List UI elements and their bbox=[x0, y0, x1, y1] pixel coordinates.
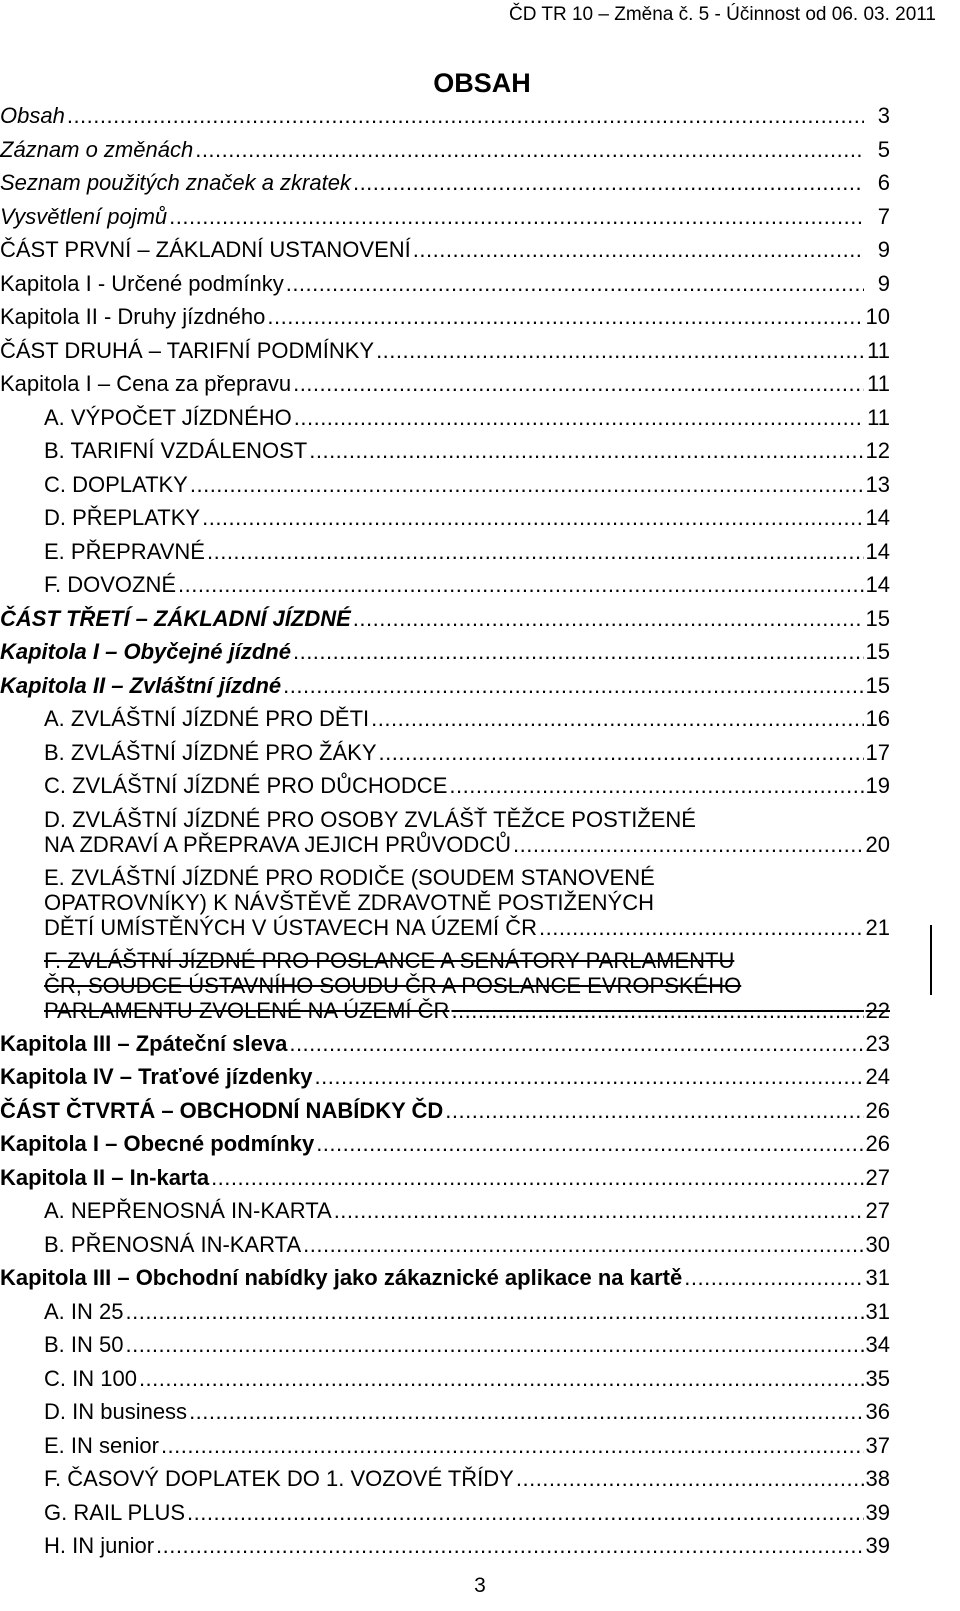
toc-page-number: 20 bbox=[865, 831, 890, 857]
toc-entry[interactable] bbox=[0, 1060, 890, 1094]
toc-entry-text: Seznam použitých značek a zkratek bbox=[0, 170, 351, 195]
toc-entry-text: Kapitola I – Cena za přepravu bbox=[0, 371, 292, 396]
dot-leader bbox=[449, 769, 863, 803]
dot-leader bbox=[371, 702, 863, 736]
toc-entry-text: A. IN 25 bbox=[44, 1298, 124, 1324]
toc-entry[interactable] bbox=[0, 334, 890, 368]
toc-entry[interactable] bbox=[0, 1295, 890, 1329]
toc-entry[interactable] bbox=[0, 1127, 890, 1161]
toc-entry-text: E. PŘEPRAVNÉ bbox=[44, 538, 205, 564]
toc-page-number: 26 bbox=[865, 1131, 890, 1156]
toc-entry-text: C. IN 100 bbox=[44, 1365, 137, 1391]
dot-leader bbox=[315, 1060, 864, 1094]
toc-page-number: 35 bbox=[865, 1365, 890, 1391]
toc-entry-text: A. VÝPOČET JÍZDNÉHO bbox=[44, 404, 292, 430]
toc-page-number: 12 bbox=[865, 438, 890, 463]
dot-leader bbox=[293, 367, 864, 401]
toc-page-number: 31 bbox=[865, 1298, 890, 1324]
revision-change-bar bbox=[930, 925, 932, 995]
toc-page-number: 11 bbox=[867, 404, 890, 430]
toc-entry-text: F. DOVOZNÉ bbox=[44, 572, 177, 597]
dot-leader bbox=[125, 1295, 863, 1329]
toc-entry[interactable] bbox=[0, 1429, 890, 1463]
toc-entry-text: A. ZVLÁŠTNÍ JÍZDNÉ PRO DĚTI bbox=[44, 706, 370, 731]
toc-entry-text: B. TARIFNÍ VZDÁLENOST bbox=[44, 438, 308, 463]
toc-entry-text: B. PŘENOSNÁ IN-KARTA bbox=[44, 1231, 302, 1257]
toc-page-number: 10 bbox=[865, 304, 890, 329]
toc-entry-text: G. RAIL PLUS bbox=[44, 1499, 186, 1525]
toc-entry-text: B. IN 50 bbox=[44, 1332, 124, 1357]
toc-entry[interactable] bbox=[0, 267, 890, 301]
toc-page-number: 19 bbox=[865, 773, 890, 798]
toc-entry[interactable] bbox=[0, 861, 890, 944]
document-header: ČD TR 10 – Změna č. 5 - Účinnost od 06. 03. 2011 bbox=[508, 4, 936, 25]
toc-entry[interactable] bbox=[0, 434, 890, 468]
toc-entry-text: D. IN business bbox=[44, 1399, 188, 1424]
dot-leader bbox=[413, 233, 864, 267]
toc-entry-text: Kapitola III – Zpáteční sleva bbox=[0, 1030, 288, 1056]
dot-leader bbox=[379, 736, 864, 770]
toc-entry-text: Kapitola II – In-karta bbox=[0, 1164, 210, 1190]
toc-entry-text: F. ZVLÁŠTNÍ JÍZDNÉ PRO POSLANCE A SENÁTORY PARLAMENTU bbox=[44, 947, 735, 973]
dot-leader bbox=[189, 1395, 863, 1429]
toc-page-number: 27 bbox=[865, 1164, 890, 1190]
toc-entry-text: Vysvětlení pojmů bbox=[0, 203, 168, 229]
toc-page-number: 36 bbox=[865, 1399, 890, 1424]
toc-entry[interactable] bbox=[0, 1194, 890, 1228]
toc-entry[interactable] bbox=[0, 300, 890, 334]
toc-page-number: 3 bbox=[877, 103, 890, 128]
toc-page-number: 9 bbox=[877, 237, 890, 262]
toc-entry[interactable] bbox=[0, 702, 890, 736]
dot-leader bbox=[353, 166, 864, 200]
toc-page-number: 39 bbox=[865, 1533, 890, 1558]
toc-entry[interactable] bbox=[0, 200, 890, 234]
toc-page-number: 9 bbox=[877, 270, 890, 296]
dot-leader bbox=[156, 1529, 863, 1563]
toc-entry-text: A. NEPŘENOSNÁ IN-KARTA bbox=[44, 1198, 332, 1223]
dot-leader bbox=[169, 200, 864, 234]
dot-leader bbox=[334, 1194, 864, 1228]
toc-page-number: 34 bbox=[865, 1332, 890, 1357]
dot-leader bbox=[187, 1496, 864, 1530]
dot-leader bbox=[207, 535, 864, 569]
toc-entry-text: Kapitola IV – Traťové jízdenky bbox=[0, 1064, 313, 1089]
dot-leader bbox=[684, 1261, 863, 1295]
toc-entry-text: Záznam o změnách bbox=[0, 136, 194, 162]
toc-entry[interactable] bbox=[0, 1496, 890, 1530]
toc-entry[interactable] bbox=[0, 1094, 890, 1128]
toc-entry[interactable] bbox=[0, 1462, 890, 1496]
dot-leader bbox=[286, 267, 864, 301]
toc-entry-text: D. PŘEPLATKY bbox=[44, 505, 201, 530]
toc-page-number: 14 bbox=[865, 572, 890, 597]
toc-entry-text: Kapitola I – Obyčejné jízdné bbox=[0, 639, 291, 664]
toc-entry-text: ČÁST DRUHÁ – TARIFNÍ PODMÍNKY bbox=[0, 337, 375, 363]
toc-page-number: 21 bbox=[865, 914, 890, 940]
toc-entry-text: Kapitola I - Určené podmínky bbox=[0, 270, 284, 296]
toc-entry-text: C. ZVLÁŠTNÍ JÍZDNÉ PRO DŮCHODCE bbox=[44, 773, 448, 798]
toc-entry-text: D. ZVLÁŠTNÍ JÍZDNÉ PRO OSOBY ZVLÁŠŤ TĚŽCE POSTIŽENÉ bbox=[44, 806, 696, 832]
toc-page-number: 13 bbox=[865, 471, 890, 497]
dot-leader bbox=[513, 832, 864, 857]
toc-page-number: 37 bbox=[865, 1432, 890, 1458]
toc-entry[interactable] bbox=[0, 1395, 890, 1429]
toc-entry-text: Kapitola III – Obchodní nabídky jako zákaznické aplikace na kartě bbox=[0, 1265, 683, 1290]
dot-leader bbox=[516, 1462, 864, 1496]
toc-entry[interactable] bbox=[0, 669, 890, 703]
toc-entry[interactable] bbox=[0, 1027, 890, 1061]
toc-entry-text: H. IN junior bbox=[44, 1533, 155, 1558]
toc-page-number: 31 bbox=[865, 1265, 890, 1290]
toc-entry-text: F. ČASOVÝ DOPLATEK DO 1. VOZOVÉ TŘÍDY bbox=[44, 1466, 514, 1491]
toc-entry-text: NA ZDRAVÍ A PŘEPRAVA JEJICH PRŮVODCŮ bbox=[44, 831, 511, 857]
toc-entry[interactable] bbox=[0, 1228, 890, 1262]
toc-entry[interactable] bbox=[0, 166, 890, 200]
toc-entry[interactable] bbox=[0, 568, 890, 602]
dot-leader bbox=[161, 1429, 864, 1463]
toc-entry[interactable] bbox=[0, 535, 890, 569]
dot-leader bbox=[289, 1027, 863, 1061]
toc-entry-text: E. IN senior bbox=[44, 1432, 159, 1458]
toc-entry-text: B. ZVLÁŠTNÍ JÍZDNÉ PRO ŽÁKY bbox=[44, 739, 377, 765]
toc-page-number: 7 bbox=[877, 203, 890, 229]
toc-entry-text: ČÁST TŘETÍ – ZÁKLADNÍ JÍZDNÉ bbox=[0, 605, 351, 631]
toc-page-number: 11 bbox=[867, 337, 890, 363]
toc-page-number: 5 bbox=[877, 136, 890, 162]
toc-page-number: 14 bbox=[865, 505, 890, 530]
toc-page-number: 17 bbox=[865, 739, 890, 765]
toc-entry[interactable] bbox=[0, 944, 890, 1027]
dot-leader bbox=[353, 602, 864, 636]
toc-entry[interactable] bbox=[0, 1161, 890, 1195]
toc-entry[interactable] bbox=[0, 769, 890, 803]
toc-entry-text: E. ZVLÁŠTNÍ JÍZDNÉ PRO RODIČE (SOUDEM STANOVENÉ bbox=[44, 864, 655, 890]
toc-entry[interactable] bbox=[0, 1261, 890, 1295]
toc-page-number: 16 bbox=[865, 706, 890, 731]
dot-leader bbox=[67, 99, 864, 133]
toc-entry[interactable] bbox=[0, 736, 890, 770]
toc-page-number: 15 bbox=[865, 605, 890, 631]
toc-entry[interactable] bbox=[0, 635, 890, 669]
dot-leader bbox=[445, 1094, 863, 1128]
dot-leader bbox=[451, 998, 863, 1023]
toc-page-number: 38 bbox=[865, 1466, 890, 1491]
toc-entry[interactable] bbox=[0, 1529, 890, 1563]
table-of-contents bbox=[0, 99, 890, 1563]
dot-leader bbox=[190, 468, 864, 502]
toc-page-number: 39 bbox=[865, 1499, 890, 1525]
toc-entry[interactable] bbox=[0, 501, 890, 535]
toc-page-number: 26 bbox=[865, 1097, 890, 1123]
page-number: 3 bbox=[474, 1574, 486, 1597]
toc-entry-text: PARLAMENTU ZVOLENÉ NA ÚZEMÍ ČR bbox=[44, 997, 450, 1023]
toc-entry-text: DĚTÍ UMÍSTĚNÝCH V ÚSTAVECH NA ÚZEMÍ ČR bbox=[44, 914, 538, 940]
toc-entry[interactable] bbox=[0, 803, 890, 861]
toc-entry[interactable] bbox=[0, 1328, 890, 1362]
toc-entry[interactable] bbox=[0, 233, 890, 267]
dot-leader bbox=[202, 501, 863, 535]
toc-entry[interactable] bbox=[0, 468, 890, 502]
dot-leader bbox=[294, 401, 864, 435]
dot-leader bbox=[376, 334, 864, 368]
dot-leader bbox=[316, 1127, 863, 1161]
dot-leader bbox=[195, 133, 864, 167]
dot-leader bbox=[303, 1228, 863, 1262]
toc-entry[interactable] bbox=[0, 401, 890, 435]
toc-entry-text: ČÁST PRVNÍ – ZÁKLADNÍ USTANOVENÍ bbox=[0, 237, 411, 262]
toc-page-number: 27 bbox=[865, 1198, 890, 1223]
toc-entry-text: ČR, SOUDCE ÚSTAVNÍHO SOUDU ČR A POSLANCE EVROPSKÉHO bbox=[44, 972, 742, 998]
toc-page-number: 24 bbox=[865, 1064, 890, 1089]
toc-entry-text: C. DOPLATKY bbox=[44, 471, 188, 497]
toc-entry-text: ČÁST ČTVRTÁ – OBCHODNÍ NABÍDKY ČD bbox=[0, 1097, 444, 1123]
toc-entry-text: Kapitola II – Zvláštní jízdné bbox=[0, 672, 282, 698]
toc-entry-text: Kapitola I – Obecné podmínky bbox=[0, 1131, 315, 1156]
toc-page-number: 15 bbox=[865, 672, 890, 698]
toc-page-number: 6 bbox=[877, 170, 890, 195]
dot-leader bbox=[211, 1161, 863, 1195]
toc-page-number: 11 bbox=[867, 371, 890, 396]
toc-entry[interactable] bbox=[0, 602, 890, 636]
toc-entry[interactable] bbox=[0, 99, 890, 133]
page-title: OBSAH bbox=[433, 68, 531, 98]
dot-leader bbox=[267, 300, 863, 334]
toc-entry[interactable] bbox=[0, 367, 890, 401]
dot-leader bbox=[539, 915, 864, 940]
dot-leader bbox=[309, 434, 863, 468]
toc-page-number: 30 bbox=[865, 1231, 890, 1257]
toc-page-number: 23 bbox=[865, 1030, 890, 1056]
dot-leader bbox=[125, 1328, 863, 1362]
toc-entry[interactable] bbox=[0, 1362, 890, 1396]
toc-page-number: 14 bbox=[865, 538, 890, 564]
dot-leader bbox=[139, 1362, 864, 1396]
dot-leader bbox=[293, 635, 864, 669]
toc-entry-text: Kapitola II - Druhy jízdného bbox=[0, 304, 266, 329]
dot-leader bbox=[178, 568, 864, 602]
toc-page-number: 22 bbox=[865, 997, 890, 1023]
toc-entry-text: Obsah bbox=[0, 103, 65, 128]
toc-page-number: 15 bbox=[865, 639, 890, 664]
toc-entry[interactable] bbox=[0, 133, 890, 167]
dot-leader bbox=[283, 669, 863, 703]
toc-entry-text: OPATROVNÍKY) K NÁVŠTĚVĚ ZDRAVOTNĚ POSTIŽENÝCH bbox=[44, 889, 654, 915]
